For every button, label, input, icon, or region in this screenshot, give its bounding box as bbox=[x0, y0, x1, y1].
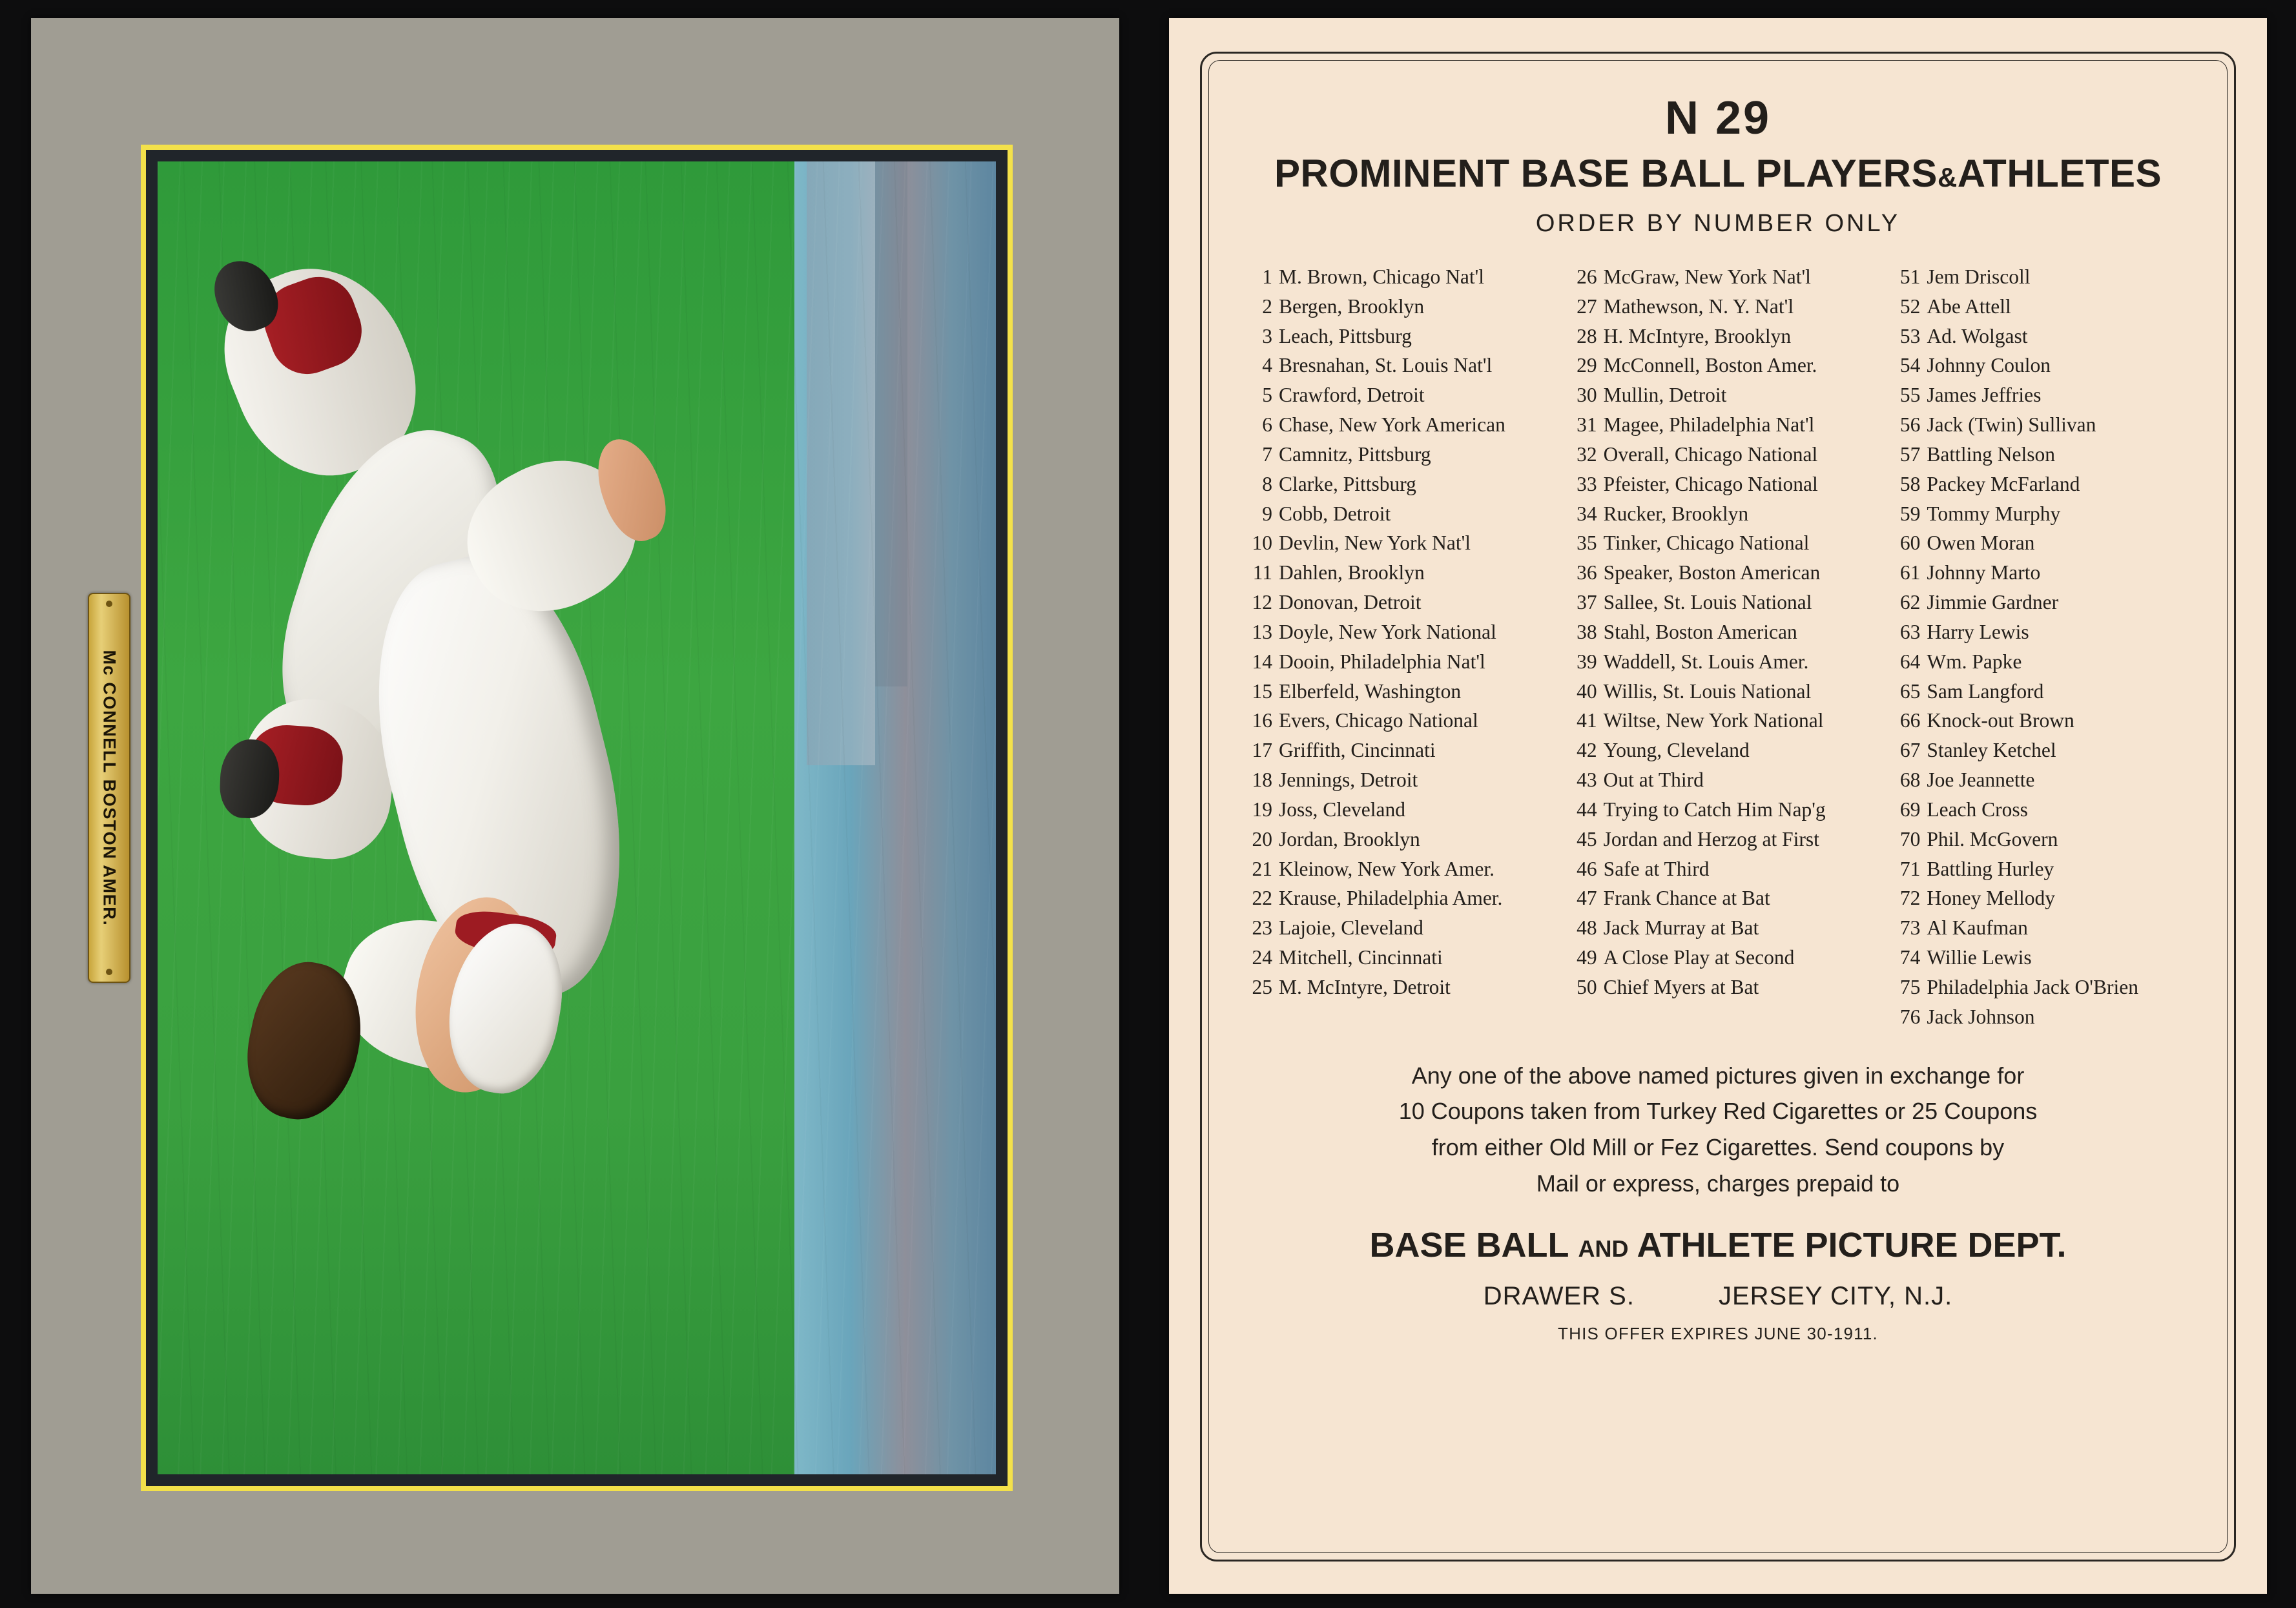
list-item: 42 Young, Cleveland bbox=[1577, 739, 1750, 762]
list-item: 1 M. Brown, Chicago Nat'l bbox=[1262, 265, 1485, 288]
list-item: 9 Cobb, Detroit bbox=[1262, 502, 1391, 525]
nameplate-dot-bottom bbox=[106, 969, 112, 975]
list-item: 49 A Close Play at Second bbox=[1577, 946, 1795, 969]
list-item: 41 Wiltse, New York National bbox=[1577, 709, 1824, 732]
list-item: 52 Abe Attell bbox=[1899, 294, 2011, 318]
list-item: 37 Sallee, St. Louis National bbox=[1577, 591, 1812, 614]
offer-text bbox=[1231, 1058, 2205, 1202]
player-list-column-2 bbox=[1566, 262, 1870, 1032]
expiry-notice: THIS OFFER EXPIRES JUNE 30-1911. bbox=[1558, 1323, 1878, 1343]
order-instruction: ORDER BY NUMBER ONLY bbox=[1535, 210, 1901, 237]
department-and: AND bbox=[1578, 1235, 1629, 1262]
list-item: 51 Jem Driscoll bbox=[1899, 265, 2031, 288]
list-item: 56 Jack (Twin) Sullivan bbox=[1899, 413, 2096, 437]
player-figure bbox=[158, 161, 996, 1474]
card-back bbox=[1169, 18, 2267, 1594]
city-label: JERSEY CITY, N.J. bbox=[1718, 1281, 1953, 1310]
list-item: 59 Tommy Murphy bbox=[1899, 502, 2061, 525]
nameplate-dot-top bbox=[106, 601, 112, 607]
list-item: 29 McConnell, Boston Amer. bbox=[1577, 354, 1817, 377]
list-item: 73 Al Kaufman bbox=[1899, 916, 2028, 940]
player-list-column-1 bbox=[1243, 262, 1547, 1032]
list-item: 39 Waddell, St. Louis Amer. bbox=[1577, 650, 1809, 673]
list-item: 75 Philadelphia Jack O'Brien bbox=[1899, 975, 2138, 998]
list-item: 58 Packey McFarland bbox=[1899, 472, 2080, 495]
list-item: 44 Trying to Catch Him Nap'g bbox=[1577, 798, 1826, 821]
list-item: 45 Jordan and Herzog at First bbox=[1577, 827, 1819, 850]
list-item: 72 Honey Mellody bbox=[1899, 887, 2055, 910]
list-item: 64 Wm. Papke bbox=[1899, 650, 2022, 673]
list-item: 38 Stahl, Boston American bbox=[1577, 620, 1797, 643]
list-item: 7 Camnitz, Pittsburg bbox=[1262, 442, 1431, 466]
list-item: 50 Chief Myers at Bat bbox=[1577, 975, 1759, 998]
card-number bbox=[1231, 92, 2205, 145]
card-back-content bbox=[1231, 80, 2205, 1534]
list-item: 11 Dahlen, Brooklyn bbox=[1252, 561, 1425, 584]
list-item: 65 Sam Langford bbox=[1899, 679, 2044, 703]
list-item: 22 Krause, Philadelphia Amer. bbox=[1252, 887, 1503, 910]
list-item: 43 Out at Third bbox=[1577, 768, 1704, 792]
list-item: 12 Donovan, Detroit bbox=[1252, 591, 1422, 614]
list-item: 71 Battling Hurley bbox=[1899, 857, 2054, 880]
list-item: 4 Bresnahan, St. Louis Nat'l bbox=[1262, 354, 1493, 377]
drawer-label: DRAWER S. bbox=[1483, 1281, 1635, 1310]
list-item: 18 Jennings, Detroit bbox=[1252, 768, 1418, 792]
list-item: 46 Safe at Third bbox=[1577, 857, 1710, 880]
list-item: 48 Jack Murray at Bat bbox=[1577, 916, 1759, 940]
list-item: 8 Clarke, Pittsburg bbox=[1262, 472, 1416, 495]
list-item: 34 Rucker, Brooklyn bbox=[1577, 502, 1749, 525]
list-item: 69 Leach Cross bbox=[1899, 798, 2028, 821]
list-item: 66 Knock-out Brown bbox=[1899, 709, 2074, 732]
list-item: 76 Jack Johnson bbox=[1899, 1005, 2035, 1028]
list-item: 30 Mullin, Detroit bbox=[1577, 384, 1727, 407]
player-photo bbox=[158, 161, 996, 1474]
address-line bbox=[1231, 1282, 2205, 1311]
offer-line-3: from either Old Mill or Fez Cigarettes. Send coupons by bbox=[1431, 1134, 2005, 1161]
card-headline bbox=[1231, 151, 2205, 196]
list-item: 40 Willis, St. Louis National bbox=[1577, 679, 1812, 703]
list-item: 20 Jordan, Brooklyn bbox=[1252, 827, 1420, 850]
list-item: 10 Devlin, New York Nat'l bbox=[1252, 531, 1471, 555]
list-item: 31 Magee, Philadelphia Nat'l bbox=[1577, 413, 1815, 437]
list-item: 55 James Jeffries bbox=[1899, 384, 2042, 407]
list-item: 33 Pfeister, Chicago National bbox=[1577, 472, 1818, 495]
list-item: 32 Overall, Chicago National bbox=[1577, 442, 1818, 466]
list-item: 3 Leach, Pittsburg bbox=[1262, 324, 1412, 347]
list-item: 26 McGraw, New York Nat'l bbox=[1577, 265, 1811, 288]
card-front-yellow-border bbox=[141, 145, 1013, 1491]
list-item: 14 Dooin, Philadelphia Nat'l bbox=[1252, 650, 1485, 673]
player-nameplate-label: Mc CONNELL BOSTON AMER. bbox=[99, 650, 119, 926]
list-item: 53 Ad. Wolgast bbox=[1899, 324, 2028, 347]
list-item: 60 Owen Moran bbox=[1899, 531, 2035, 555]
list-item: 47 Frank Chance at Bat bbox=[1577, 887, 1770, 910]
list-item: 28 H. McIntyre, Brooklyn bbox=[1577, 324, 1792, 347]
list-item: 6 Chase, New York American bbox=[1262, 413, 1505, 437]
list-item: 17 Griffith, Cincinnati bbox=[1252, 739, 1436, 762]
offer-line-4: Mail or express, charges prepaid to bbox=[1536, 1170, 1900, 1197]
headline-tail: ATHLETES bbox=[1957, 152, 2162, 195]
list-item: 70 Phil. McGovern bbox=[1899, 827, 2058, 850]
offer-line-2: 10 Coupons taken from Turkey Red Cigarettes or 25 Coupons bbox=[1398, 1098, 2038, 1125]
list-item: 13 Doyle, New York National bbox=[1252, 620, 1496, 643]
card-front bbox=[31, 18, 1119, 1594]
department-left: BASE BALL bbox=[1369, 1225, 1569, 1264]
department-name bbox=[1231, 1225, 2205, 1265]
list-item: 2 Bergen, Brooklyn bbox=[1262, 294, 1425, 318]
player-list-column-3 bbox=[1889, 262, 2193, 1032]
card-number-prefix: N 29 bbox=[1664, 92, 1772, 144]
list-item: 67 Stanley Ketchel bbox=[1899, 739, 2056, 762]
department-right: ATHLETE PICTURE DEPT. bbox=[1637, 1225, 2067, 1264]
player-list bbox=[1231, 262, 2205, 1032]
list-item: 24 Mitchell, Cincinnati bbox=[1252, 946, 1443, 969]
list-item: 68 Joe Jeannette bbox=[1899, 768, 2035, 792]
list-item: 54 Johnny Coulon bbox=[1899, 354, 2051, 377]
player-nameplate bbox=[88, 593, 130, 983]
list-item: 25 M. McIntyre, Detroit bbox=[1252, 975, 1451, 998]
list-item: 5 Crawford, Detroit bbox=[1262, 384, 1425, 407]
list-item: 21 Kleinow, New York Amer. bbox=[1252, 857, 1494, 880]
list-item: 23 Lajoie, Cleveland bbox=[1252, 916, 1423, 940]
list-item: 57 Battling Nelson bbox=[1899, 442, 2055, 466]
list-item: 27 Mathewson, N. Y. Nat'l bbox=[1577, 294, 1794, 318]
list-item: 62 Jimmie Gardner bbox=[1899, 591, 2059, 614]
list-item: 74 Willie Lewis bbox=[1899, 946, 2032, 969]
list-item: 15 Elberfeld, Washington bbox=[1252, 679, 1462, 703]
offer-line-1: Any one of the above named pictures given in exchange for bbox=[1411, 1062, 2025, 1089]
headline-amp: & bbox=[1937, 162, 1958, 192]
list-item: 16 Evers, Chicago National bbox=[1252, 709, 1478, 732]
list-item: 61 Johnny Marto bbox=[1899, 561, 2041, 584]
list-item: 36 Speaker, Boston American bbox=[1577, 561, 1821, 584]
list-item: 35 Tinker, Chicago National bbox=[1577, 531, 1810, 555]
headline-main: PROMINENT BASE BALL PLAYERS bbox=[1274, 152, 1938, 195]
card-front-dark-border bbox=[146, 150, 1008, 1486]
list-item: 63 Harry Lewis bbox=[1899, 620, 2029, 643]
list-item: 19 Joss, Cleveland bbox=[1252, 798, 1405, 821]
